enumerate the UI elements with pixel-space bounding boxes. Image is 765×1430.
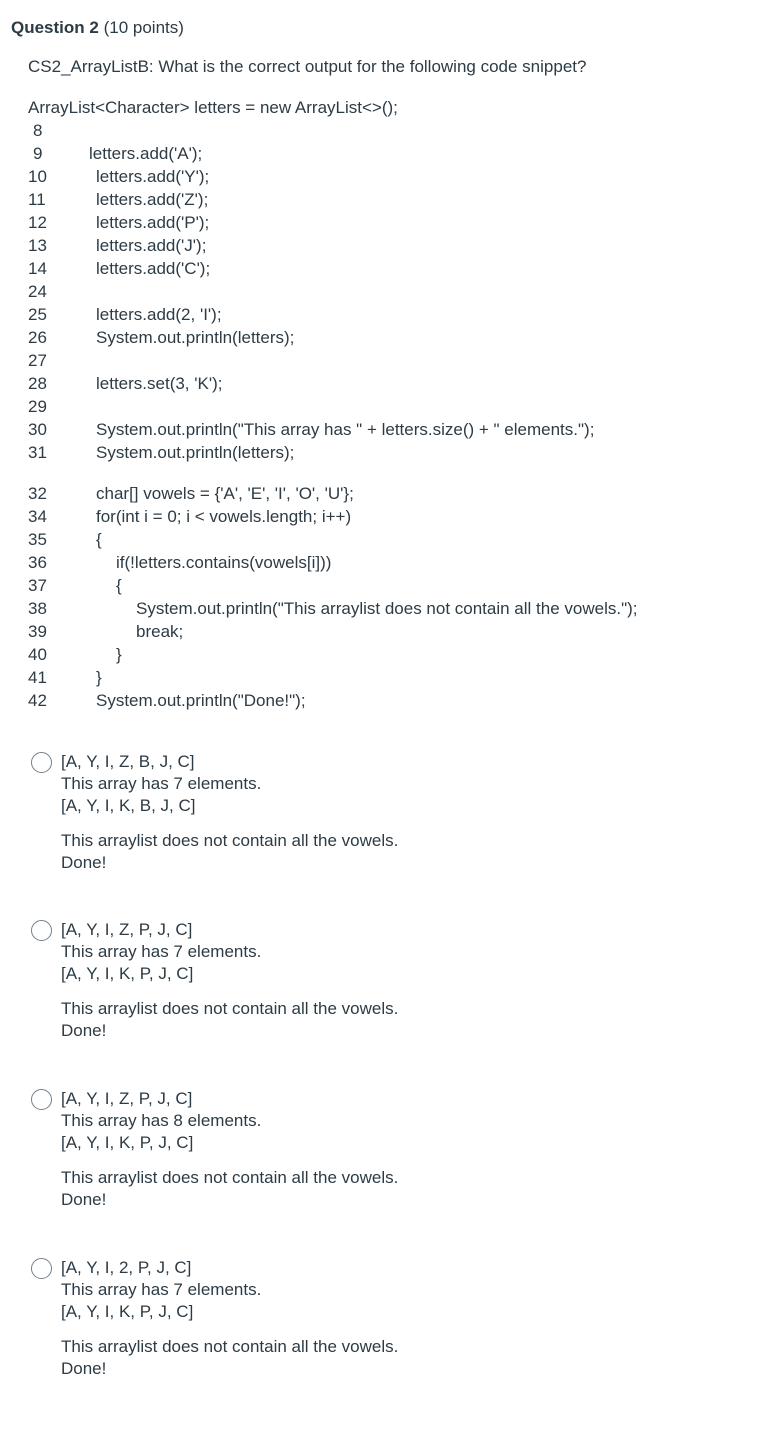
code-text: } xyxy=(96,668,102,687)
line-number: 30 xyxy=(28,420,47,439)
line-number: 26 xyxy=(28,328,47,347)
question-prompt: CS2_ArrayListB: What is the correct output for the following code snippet? xyxy=(28,57,587,76)
line-number: 32 xyxy=(28,484,47,503)
line-number: 24 xyxy=(28,282,47,301)
code-text: break; xyxy=(136,622,184,641)
line-number: 42 xyxy=(28,691,47,710)
line-number: 29 xyxy=(28,397,47,416)
question-title: Question 2 xyxy=(11,18,99,37)
line-number: 27 xyxy=(28,351,47,370)
option-line: Done! xyxy=(61,853,107,872)
option-text xyxy=(61,1088,398,1211)
option-line: [A, Y, I, Z, B, J, C] xyxy=(61,752,195,771)
option-line: This arraylist does not contain all the vowels. xyxy=(61,999,399,1018)
option-line: This array has 7 elements. xyxy=(61,774,262,793)
code-text: letters.add('J'); xyxy=(96,236,207,255)
code-text: letters.add('A'); xyxy=(89,144,203,163)
option-text xyxy=(61,1257,398,1380)
option-line: [A, Y, I, 2, P, J, C] xyxy=(61,1258,192,1277)
code-text: letters.set(3, 'K'); xyxy=(96,374,223,393)
code-text: char[] vowels = {'A', 'E', 'I', 'O', 'U'}; xyxy=(96,484,354,503)
code-intro-line: ArrayList<Character> letters = new ArrayList<>(); xyxy=(28,98,398,117)
code-text: letters.add('P'); xyxy=(96,213,210,232)
line-number: 37 xyxy=(28,576,47,595)
option-line: This array has 7 elements. xyxy=(61,942,262,961)
line-number: 40 xyxy=(28,645,47,664)
code-text: System.out.println(letters); xyxy=(96,328,295,347)
option-text xyxy=(61,919,398,1042)
line-number: 31 xyxy=(28,443,47,462)
line-number: 38 xyxy=(28,599,47,618)
code-text: letters.add('Z'); xyxy=(96,190,209,209)
code-text: System.out.println(letters); xyxy=(96,443,295,462)
option-text xyxy=(61,751,398,874)
answer-option[interactable] xyxy=(28,919,728,1069)
line-number: 28 xyxy=(28,374,47,393)
option-line: [A, Y, I, K, P, J, C] xyxy=(61,1302,194,1321)
line-number: 11 xyxy=(28,190,46,209)
option-line: [A, Y, I, Z, P, J, C] xyxy=(61,1089,193,1108)
code-text: for(int i = 0; i < vowels.length; i++) xyxy=(96,507,352,526)
option-line: This array has 7 elements. xyxy=(61,1280,262,1299)
line-number: 41 xyxy=(28,668,47,687)
answer-option[interactable] xyxy=(28,751,728,901)
option-line: [A, Y, I, K, B, J, C] xyxy=(61,796,196,815)
code-text: if(!letters.contains(vowels[i])) xyxy=(116,553,332,572)
line-number: 12 xyxy=(28,213,47,232)
line-number: 25 xyxy=(28,305,47,324)
line-number: 35 xyxy=(28,530,47,549)
line-number: 34 xyxy=(28,507,47,526)
option-line: [A, Y, I, K, P, J, C] xyxy=(61,964,194,983)
code-text: letters.add(2, 'I'); xyxy=(96,305,222,324)
code-text: letters.add('C'); xyxy=(96,259,211,278)
radio-button[interactable] xyxy=(31,752,52,773)
question-points: (10 points) xyxy=(103,18,184,37)
radio-button[interactable] xyxy=(31,920,52,941)
line-number: 14 xyxy=(28,259,47,278)
code-text: { xyxy=(96,530,102,549)
option-line: This array has 8 elements. xyxy=(61,1111,262,1130)
option-line: Done! xyxy=(61,1359,107,1378)
answer-option[interactable] xyxy=(28,1088,728,1238)
option-line: This arraylist does not contain all the vowels. xyxy=(61,1337,399,1356)
line-number: 36 xyxy=(28,553,47,572)
line-number: 10 xyxy=(28,167,47,186)
line-number: 9 xyxy=(33,144,43,163)
option-line: This arraylist does not contain all the vowels. xyxy=(61,1168,399,1187)
option-line: [A, Y, I, Z, P, J, C] xyxy=(61,920,193,939)
code-text: System.out.println("This array has " + letters.size() + " elements."); xyxy=(96,420,595,439)
code-text: } xyxy=(116,645,122,664)
answer-option[interactable] xyxy=(28,1257,728,1407)
option-line: This arraylist does not contain all the vowels. xyxy=(61,831,399,850)
option-line: Done! xyxy=(61,1190,107,1209)
line-number: 13 xyxy=(28,236,47,255)
radio-button[interactable] xyxy=(31,1089,52,1110)
option-line: Done! xyxy=(61,1021,107,1040)
line-number: 39 xyxy=(28,622,47,641)
code-text: letters.add('Y'); xyxy=(96,167,210,186)
line-number: 8 xyxy=(33,121,43,140)
code-text: System.out.println("Done!"); xyxy=(96,691,306,710)
option-line: [A, Y, I, K, P, J, C] xyxy=(61,1133,194,1152)
radio-button[interactable] xyxy=(31,1258,52,1279)
code-text: System.out.println("This arraylist does not contain all the vowels."); xyxy=(136,599,638,618)
code-text: { xyxy=(116,576,122,595)
